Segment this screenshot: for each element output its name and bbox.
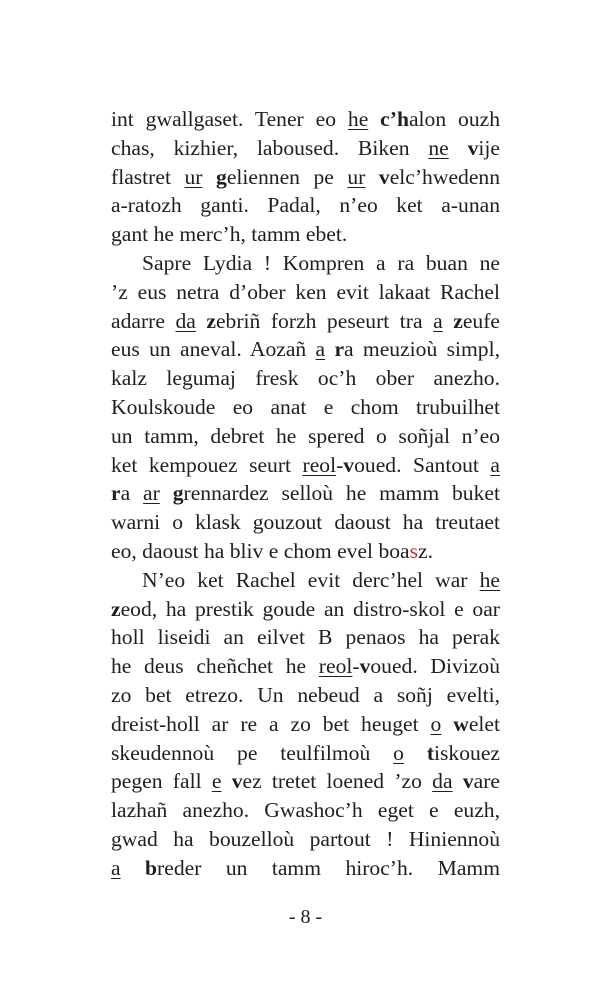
text-line xyxy=(111,278,500,307)
text-segment: alon ouzh xyxy=(408,107,500,131)
text-line xyxy=(111,623,500,652)
text-segment: eus un aneval. Aozañ xyxy=(111,337,316,362)
text-segment: N’eo ket Rachel evit derc’hel war xyxy=(142,567,480,592)
text-segment: ebriñ forzh peseurt tra xyxy=(215,308,434,333)
underlined-word: a xyxy=(490,452,500,477)
text-line xyxy=(111,163,500,192)
text-line xyxy=(111,595,500,624)
text-segment: oued. Santout xyxy=(354,452,491,477)
text-line xyxy=(111,364,500,393)
text-segment: holl liseidi an eilvet B penaos ha perak xyxy=(111,625,500,650)
text-segment xyxy=(404,741,427,765)
text-segment: oued. Divizoù xyxy=(370,654,500,679)
text-segment xyxy=(365,165,379,189)
text-line xyxy=(111,422,500,451)
bold-letter: g xyxy=(172,481,184,506)
text-line xyxy=(111,307,500,336)
text-segment xyxy=(449,136,468,160)
text-segment xyxy=(196,309,207,333)
text-segment xyxy=(443,309,454,333)
text-segment: elc’hwedenn xyxy=(389,164,501,189)
text-segment: chas, kizhier, laboused. Biken xyxy=(111,135,429,160)
bold-letter: v xyxy=(462,769,474,794)
text-line xyxy=(111,249,500,278)
text-segment: a-ratozh ganti. Padal, n’eo ket a-unan xyxy=(111,193,500,218)
text-segment xyxy=(221,769,231,793)
text-segment: he deus cheñchet he xyxy=(111,654,319,679)
text-line xyxy=(111,796,500,825)
underlined-word: ur xyxy=(347,164,366,189)
underlined-word: reol xyxy=(318,654,353,679)
text-line xyxy=(111,335,500,364)
text-segment: warni o klask gouzout daoust ha treutaet xyxy=(111,510,500,535)
text-segment: dreist-holl ar re a zo bet heuget xyxy=(111,711,431,736)
underlined-word: a xyxy=(315,337,326,362)
text-line xyxy=(111,767,500,796)
page-number: - 8 - xyxy=(288,906,323,928)
text-line xyxy=(111,393,500,422)
bold-letter: g xyxy=(216,164,227,189)
text-segment: a meuzioù simpl, xyxy=(344,337,500,362)
underlined-word: he xyxy=(347,107,369,131)
text-line xyxy=(111,825,500,854)
text-segment: gant he merc’h, tamm ebet. xyxy=(111,222,348,247)
text-segment: - xyxy=(352,654,360,679)
bold-letter: v xyxy=(359,654,371,679)
text-line xyxy=(111,451,500,480)
text-segment xyxy=(453,769,463,793)
text-segment: ije xyxy=(478,135,500,160)
bold-letter: c’h xyxy=(380,107,409,131)
text-segment: eliennen pe xyxy=(226,164,348,189)
text-segment: pegen fall xyxy=(111,769,212,794)
text-segment: gwad ha bouzelloù partout ! Hiniennoù xyxy=(111,826,500,851)
page-body xyxy=(111,105,500,883)
text-line xyxy=(111,134,500,163)
text-segment: adarre xyxy=(111,308,176,333)
text-segment: a xyxy=(120,481,144,506)
text-segment: un tamm, debret he spered o soñjal n’eo xyxy=(111,423,500,448)
text-segment: eod, ha prestik goude an distro-skol e oar xyxy=(120,596,500,621)
bold-letter: z xyxy=(111,596,121,621)
text-segment: z. xyxy=(418,538,434,563)
text-segment: int gwallgaset. Tener eo xyxy=(111,107,348,131)
underlined-word: e xyxy=(211,769,222,794)
text-segment: iskouez xyxy=(434,740,500,765)
bold-letter: v xyxy=(467,135,479,160)
text-line xyxy=(111,479,500,508)
text-segment: flastret xyxy=(111,164,185,189)
text-line xyxy=(111,508,500,537)
text-line xyxy=(111,739,500,768)
text-segment: kalz legumaj fresk oc’h ober anezho. xyxy=(111,366,500,391)
bold-letter: z xyxy=(206,308,216,333)
bold-letter: r xyxy=(334,337,345,362)
bold-letter: b xyxy=(145,855,158,880)
text-segment: eufe xyxy=(462,308,500,333)
highlighted-letter: s xyxy=(409,538,419,563)
underlined-word: o xyxy=(430,711,442,736)
underlined-word: a xyxy=(433,308,443,333)
text-segment xyxy=(202,165,216,189)
text-line xyxy=(111,652,500,681)
underlined-word: a xyxy=(111,855,121,880)
text-segment xyxy=(368,107,380,131)
text-segment: - xyxy=(336,452,344,477)
text-segment: are xyxy=(473,769,500,794)
bold-letter: v xyxy=(343,452,355,477)
text-line xyxy=(111,710,500,739)
text-segment xyxy=(121,856,145,880)
text-segment: ket kempouez seurt xyxy=(111,452,303,477)
text-segment: lazhañ anezho. Gwashoc’h eget e euzh, xyxy=(111,798,500,823)
text-segment: ’z eus netra d’ober ken evit lakaat Rachel xyxy=(111,279,500,304)
text-line xyxy=(111,854,500,883)
text-segment xyxy=(160,481,173,505)
text-segment: Sapre Lydia ! Kompren a ra buan ne xyxy=(142,250,500,275)
bold-letter: v xyxy=(378,164,390,189)
text-segment: rennardez selloù he mamm buket xyxy=(183,481,500,506)
text-line xyxy=(111,566,500,595)
text-segment: elet xyxy=(468,711,500,736)
bold-letter: r xyxy=(111,481,121,506)
bold-letter: t xyxy=(426,740,435,765)
underlined-word: da xyxy=(432,769,453,794)
text-line xyxy=(111,681,500,710)
text-line xyxy=(111,105,500,134)
text-line xyxy=(111,191,500,220)
text-segment: zo bet etrezo. Un nebeud a soñj evelti, xyxy=(111,682,500,707)
text-line xyxy=(111,220,500,249)
bold-letter: z xyxy=(453,308,463,333)
bold-letter: v xyxy=(231,769,243,794)
text-segment: eo, daoust ha bliv e chom evel boa xyxy=(111,538,410,563)
bold-letter: w xyxy=(453,711,469,736)
text-segment: reder un tamm hiroc’h. Mamm xyxy=(157,855,501,880)
text-segment: skeudennoù pe teulfilmoù xyxy=(111,740,394,765)
underlined-word: o xyxy=(393,740,404,765)
underlined-word: da xyxy=(175,308,196,333)
underlined-word: ar xyxy=(143,481,160,506)
text-segment: Koulskoude eo anat e chom trubuilhet xyxy=(111,394,500,419)
underlined-word: ne xyxy=(428,135,449,160)
underlined-word: ur xyxy=(184,164,203,189)
underlined-word: he xyxy=(479,567,500,592)
text-segment: ez tretet loened ’zo xyxy=(242,769,433,794)
text-segment xyxy=(441,712,453,736)
text-line xyxy=(111,537,500,566)
underlined-word: reol xyxy=(302,452,337,477)
